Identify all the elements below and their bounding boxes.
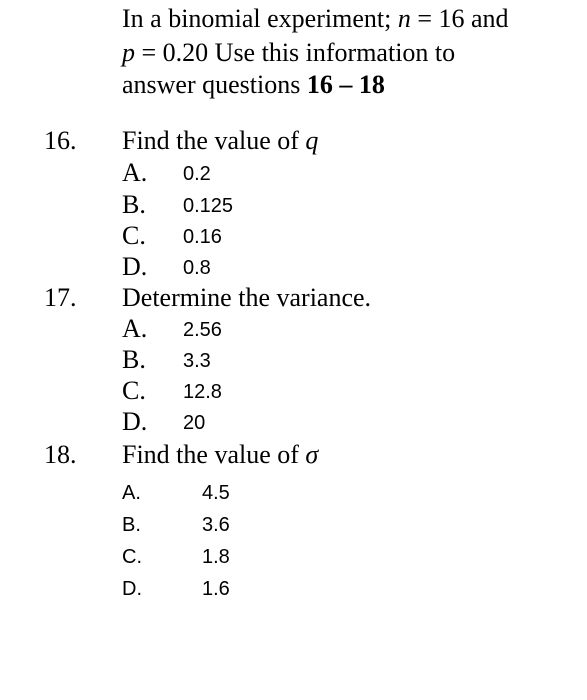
- question-number: 18.: [44, 440, 77, 469]
- intro-line-2: [122, 38, 455, 68]
- question-text: Find the value of q: [122, 126, 319, 155]
- option-value: 12.8: [183, 381, 222, 403]
- intro-text: = 16 and: [410, 4, 509, 33]
- variable-sigma: σ: [305, 440, 319, 469]
- option-value: 0.16: [183, 226, 222, 248]
- option-value: 20: [183, 412, 206, 434]
- option-letter: A.: [122, 158, 148, 187]
- option-letter: B.: [122, 345, 146, 374]
- variable-p: p: [122, 38, 135, 67]
- question-range: 16 – 18: [306, 70, 385, 99]
- question-number: 17.: [44, 283, 77, 312]
- option-letter: D.: [122, 407, 148, 436]
- option-letter: A.: [122, 314, 148, 343]
- option-letter: A.: [122, 482, 141, 504]
- question-text: Find the value of σ: [122, 440, 319, 469]
- option-value: 4.5: [202, 482, 230, 504]
- intro-line-1: [122, 4, 509, 34]
- variable-q: q: [305, 126, 319, 155]
- option-letter: C.: [122, 221, 146, 250]
- option-value: 1.6: [202, 578, 230, 600]
- option-value: 3.6: [202, 514, 230, 536]
- option-value: 0.8: [183, 257, 211, 279]
- intro-text: = 0.20 Use this information to: [135, 38, 456, 67]
- option-value: 0.2: [183, 163, 211, 185]
- intro-line-3: [122, 70, 385, 100]
- option-letter: D.: [122, 578, 142, 600]
- option-letter: D.: [122, 252, 148, 281]
- intro-text: In a binomial experiment;: [122, 4, 398, 33]
- option-value: 2.56: [183, 319, 222, 341]
- option-value: 0.125: [183, 195, 234, 217]
- option-letter: B.: [122, 190, 146, 219]
- option-value: 1.8: [202, 546, 230, 568]
- question-text: Determine the variance.: [122, 283, 372, 312]
- option-letter: C.: [122, 546, 142, 568]
- question-number: 16.: [44, 126, 77, 155]
- intro-text: answer questions: [122, 70, 307, 99]
- option-letter: C.: [122, 376, 146, 405]
- option-value: 3.3: [183, 350, 211, 372]
- variable-n: n: [397, 4, 411, 33]
- option-letter: B.: [122, 514, 141, 536]
